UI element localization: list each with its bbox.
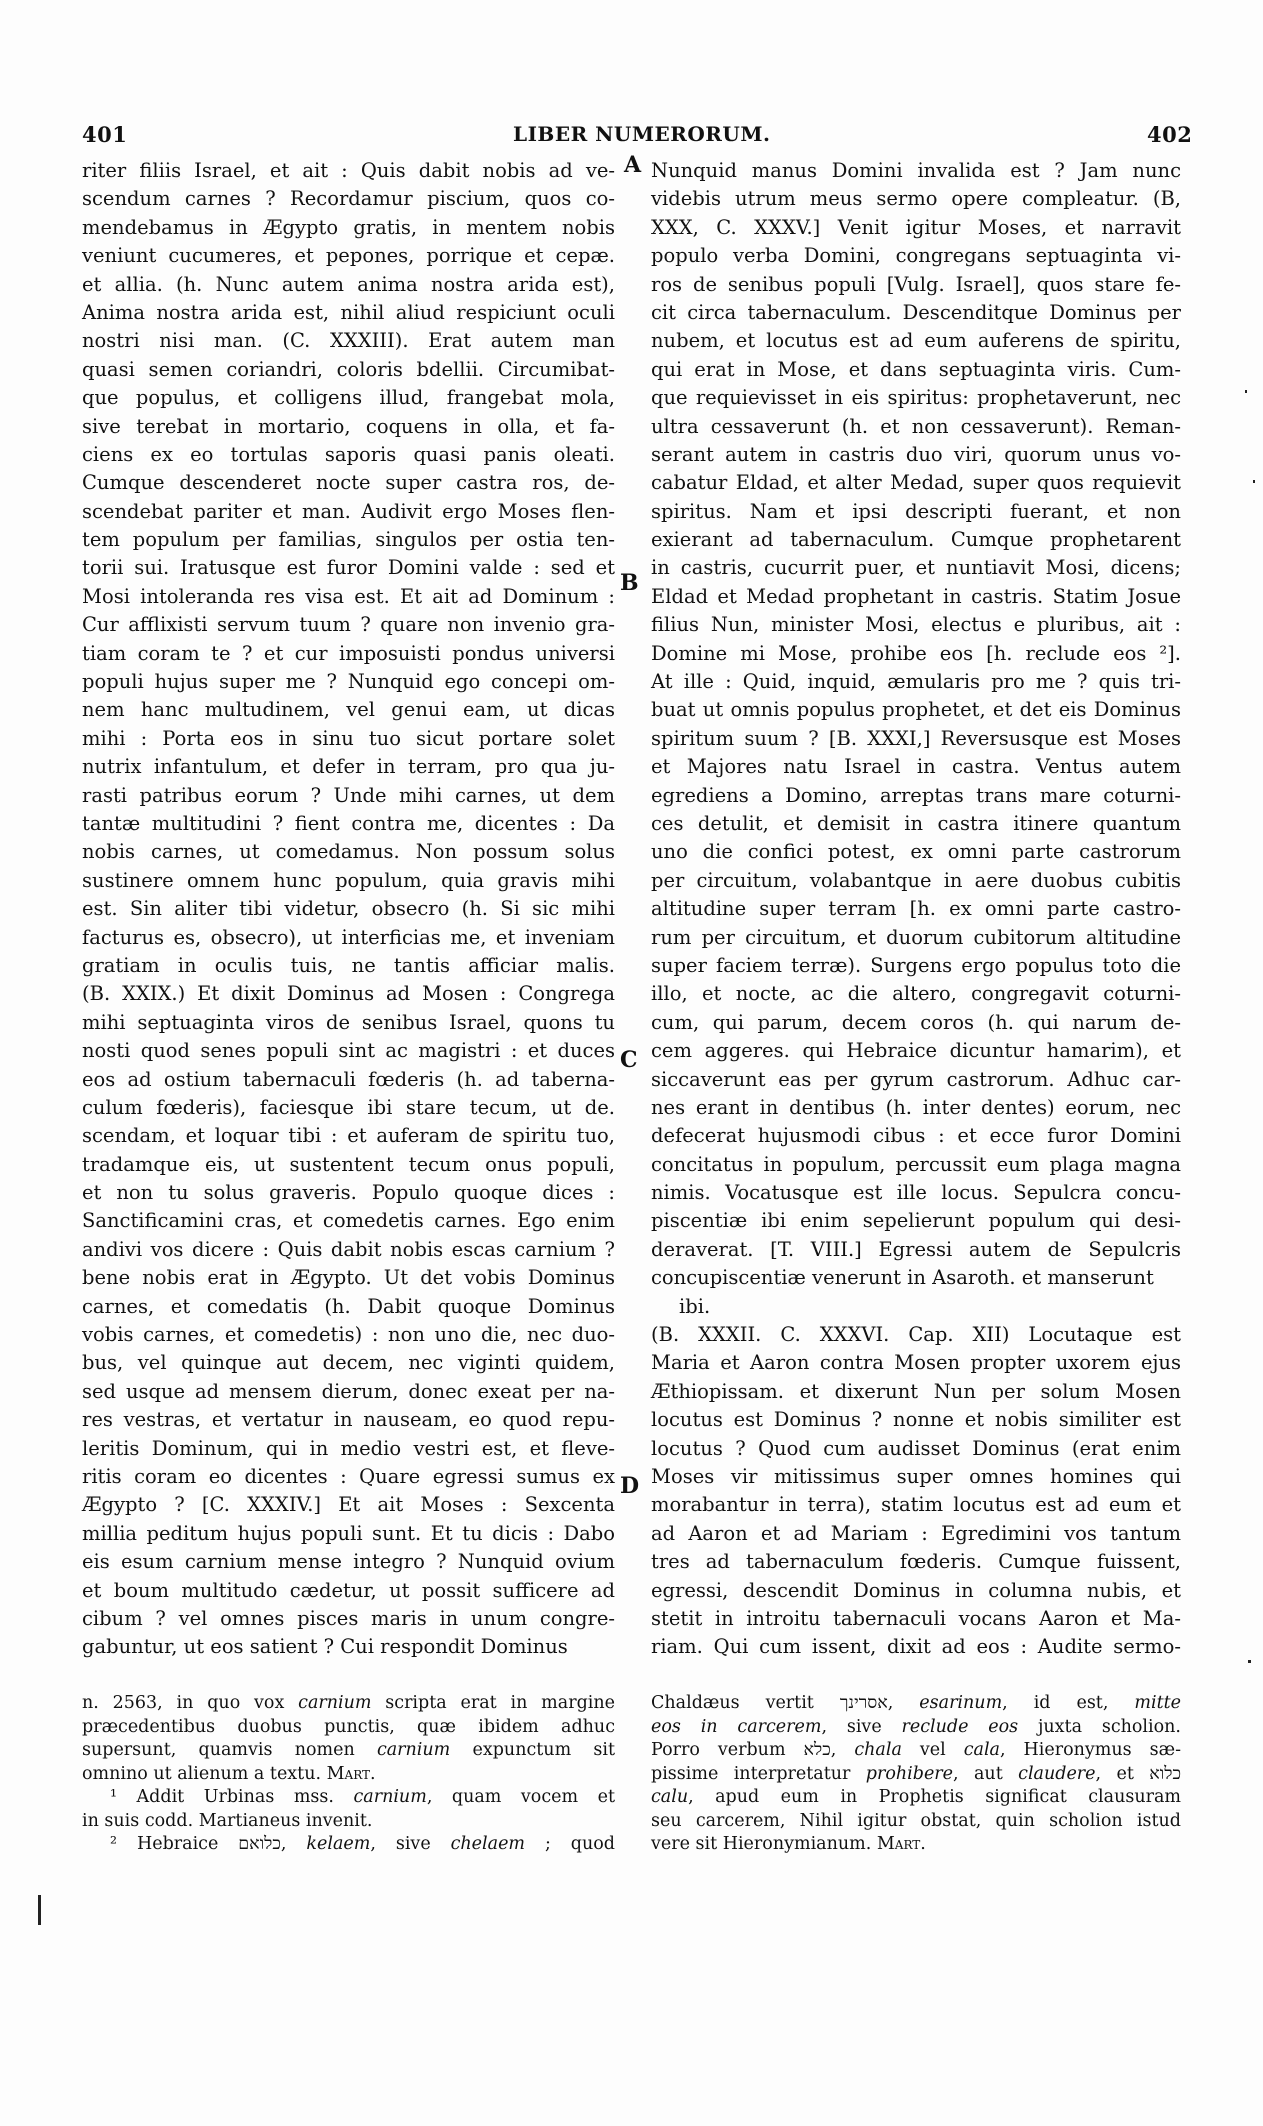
text-line: Nunquid manus Domini invalida est ? Jam nunc: [651, 159, 1181, 182]
footnote-line: ² Hebraice כלואם, kelaem, sive chelaem ; quod: [110, 1834, 616, 1854]
text-line: que requievisset in eis spiritus: prophetaverunt, nec: [651, 386, 1181, 410]
text-line: morabantur in terra), statim locutus est ad eum et: [651, 1493, 1181, 1517]
text-line: scendam, et loquar tibi : et auferam de spiritu tuo,: [82, 1124, 615, 1148]
text-line: populo verba Domini, congregans septuaginta vi-: [651, 244, 1181, 268]
text-line: leritis Dominum, qui in medio vestri est, et fleve-: [82, 1436, 615, 1460]
text-line: torii sui. Iratusque est furor Domini valde : sed et: [82, 556, 615, 580]
right-column-text: [651, 157, 1181, 1662]
scan-speck: [1245, 390, 1247, 393]
text-line: buat ut omnis populus prophetet, et det eis Dominus: [651, 698, 1181, 722]
text-line: cit circa tabernaculum. Descenditque Dominus per: [651, 300, 1181, 324]
text-line: per circuitum, volabantque in aere duobus cubitis: [651, 868, 1181, 892]
text-line: et allia. (h. Nunc autem anima nostra arida est),: [82, 272, 615, 296]
text-line: et Majores natu Israel in castra. Ventus autem: [651, 755, 1181, 779]
margin-letter-d: D: [620, 1473, 640, 1499]
text-line: nes erant in dentibus (h. inter dentes) eorum, nec: [651, 1095, 1181, 1119]
text-line: cibum ? vel omnes pisces maris in unum congre-: [82, 1606, 615, 1630]
text-line: et non tu solus graveris. Populo quoque dices :: [82, 1181, 615, 1205]
text-line: (B. XXXII. C. XXXVI. Cap. XII) Locutaque est: [651, 1323, 1181, 1347]
text-line: tantæ multitudini ? fient contra me, dicentes : Da: [82, 811, 615, 835]
text-line: quasi semen coriandri, coloris bdellii. Circumibat-: [82, 357, 615, 381]
text-line: ibi.: [679, 1294, 711, 1318]
text-line: ros de senibus populi [Vulg. Israel], quos stare fe-: [651, 272, 1181, 296]
text-line: cem aggeres. qui Hebraice dicuntur hamarim), et: [651, 1039, 1181, 1063]
text-line: est. Sin aliter tibi videtur, obsecro (h. Si sic mihi: [82, 897, 615, 921]
text-line: scendum carnes ? Recordamur piscium, quos co-: [82, 187, 615, 211]
text-line: gratiam in oculis tuis, ne tantis afficiar malis.: [82, 953, 615, 977]
text-line: exierant ad tabernaculum. Cumque prophetarent: [651, 528, 1181, 552]
text-line: mihi : Porta eos in sinu tuo sicut portare solet: [82, 726, 615, 750]
text-line: Domine mi Mose, prohibe eos [h. reclude eos ²].: [651, 641, 1181, 665]
text-line: culum fœderis), faciesque ibi stare tecum, ut de.: [82, 1095, 615, 1119]
scan-speck: [1253, 480, 1255, 483]
margin-letter-a: A: [624, 152, 642, 178]
text-line: ces detulit, et demisit in castra itinere quantum: [651, 811, 1181, 835]
text-line: Cumque descenderet nocte super castra ros, de-: [82, 471, 615, 495]
margin-letter-c: C: [620, 1047, 638, 1073]
text-line: illo, et nocte, ac die altero, congregavit coturni-: [651, 982, 1181, 1006]
footnote-line: n. 2563, in quo vox carnium scripta erat in margine: [82, 1693, 615, 1713]
text-line: tem populum per familias, singulos per ostia ten-: [82, 528, 615, 552]
text-line: egrediens a Domino, arreptas trans mare coturni-: [651, 783, 1181, 807]
text-line: Ægypto ? [C. XXXIV.] Et ait Moses : Sexcenta: [82, 1493, 615, 1517]
margin-letter-b: B: [620, 570, 639, 596]
text-line: super faciem terræ). Surgens ergo populus toto die: [651, 953, 1181, 977]
text-line: ultra cessaverunt (h. et non cessaverunt). Reman-: [651, 414, 1181, 438]
text-line: mihi septuaginta viros de senibus Israel, quons tu: [82, 1010, 615, 1034]
text-line: nostri nisi man. (C. XXXIII). Erat autem man: [82, 329, 615, 353]
footnote-line: præcedentibus duobus punctis, quæ ibidem adhuc: [82, 1716, 615, 1737]
text-line: spiritus. Nam et ipsi descripti fuerant, et non: [651, 499, 1181, 523]
footnote-line: vere sit Hieronymianum. Mart.: [651, 1834, 926, 1854]
text-line: Mosi intoleranda res visa est. Et ait ad Dominum :: [82, 584, 615, 608]
text-line: rasti patribus eorum ? Unde mihi carnes, ut dem: [82, 783, 615, 807]
text-line: riam. Qui cum issent, dixit ad eos : Audite sermo-: [651, 1635, 1181, 1659]
text-line: eos ad ostium tabernaculi fœderis (h. ad taberna-: [82, 1067, 615, 1091]
footnote-line: ¹ Addit Urbinas mss. carnium, quam vocem et: [110, 1787, 615, 1807]
footnote-line: omnino ut alienum a textu. Mart.: [82, 1763, 376, 1784]
text-line: Eldad et Medad prophetant in castris. Statim Josue: [651, 584, 1181, 608]
text-line: spiritum suum ? [B. XXXI,] Reversusque est Moses: [651, 726, 1181, 750]
text-line: videbis utrum meus sermo opere compleatur. (B,: [651, 187, 1181, 211]
text-line: tiam coram te ? et cur imposuisti pondus universi: [82, 641, 615, 665]
text-line: locutus est Dominus ? nonne et nobis similiter est: [651, 1408, 1181, 1432]
text-line: in castris, cucurrit puer, et nuntiavit Mosi, dicens;: [651, 556, 1181, 580]
text-line: ad Aaron et ad Mariam : Egredimini vos tantum: [651, 1521, 1181, 1545]
text-line: sustinere omnem hunc populum, quia gravis mihi: [82, 868, 615, 892]
text-line: Sanctificamini cras, et comedetis carnes. Ego enim: [82, 1209, 615, 1233]
text-line: At ille : Quid, inquid, æmularis pro me ? quis tri-: [651, 670, 1181, 694]
scan-speck: [1248, 1660, 1251, 1663]
text-line: Æthiopissam. et dixerunt Nun per solum Mosen: [651, 1379, 1181, 1403]
text-line: res vestras, et vertatur in nauseam, eo quod repu-: [82, 1408, 615, 1432]
text-line: Moses vir mitissimus super omnes homines qui: [651, 1464, 1181, 1488]
text-line: locutus ? Quod cum audisset Dominus (erat enim: [651, 1436, 1181, 1460]
text-line: Anima nostra arida est, nihil aliud respiciunt oculi: [82, 300, 615, 324]
text-line: uno die confici potest, ex omni parte castrorum: [651, 840, 1181, 864]
text-line: facturus es, obsecro), ut interficias me, et inveniam: [82, 925, 615, 949]
text-line: tres ad tabernaculum fœderis. Cumque fuissent,: [651, 1550, 1181, 1574]
text-line: XXX, C. XXXV.] Venit igitur Moses, et narravit: [651, 215, 1181, 239]
text-line: eis esum carnium mense integro ? Nunquid ovium: [82, 1550, 615, 1574]
text-line: egressi, descendit Dominus in columna nubis, et: [651, 1578, 1181, 1602]
text-line: stetit in introitu tabernaculi vocans Aaron et Ma-: [651, 1606, 1181, 1630]
text-line: Cur afflixisti servum tuum ? quare non invenio gra-: [82, 613, 615, 637]
text-line: bene nobis erat in Ægypto. Ut det vobis Dominus: [82, 1266, 615, 1290]
footnotes-left: [82, 1692, 615, 1857]
footnote-line: Chaldæus vertit אסרינך, esarinum, id est, mitte: [651, 1693, 1181, 1713]
footnote-line: supersunt, quamvis nomen carnium expunctum sit: [82, 1740, 615, 1760]
text-line: millia peditum hujus populi sunt. Et tu dicis : Dabo: [82, 1521, 615, 1545]
footnote-line: Porro verbum כלא, chala vel cala, Hieronymus sæ-: [651, 1740, 1181, 1760]
text-line: serant autem in castris duo viri, quorum unus vo-: [651, 442, 1181, 466]
text-line: ritis coram eo dicentes : Quare egressi sumus ex: [82, 1464, 615, 1488]
text-line: andivi vos dicere : Quis dabit nobis escas carnium ?: [82, 1237, 615, 1261]
text-line: cabatur Eldad, et alter Medad, super quos requievit: [651, 471, 1181, 495]
text-line: altitudine super terram [h. ex omni parte castro-: [651, 897, 1181, 921]
text-line: (B. XXIX.) Et dixit Dominus ad Mosen : Congrega: [82, 982, 615, 1006]
page-number-left: 401: [82, 122, 128, 147]
text-line: nimis. Vocatusque est ille locus. Sepulcra concu-: [651, 1181, 1181, 1205]
text-line: que populus, et colligens illud, frangebat mola,: [82, 386, 615, 410]
text-line: carnes, et comedatis (h. Dabit quoque Dominus: [82, 1294, 615, 1318]
text-line: ciens ex eo tortulas saporis quasi panis oleati.: [82, 442, 615, 466]
text-line: defecerat hujusmodi cibus : et ecce furor Domini: [651, 1124, 1181, 1148]
text-line: gabuntur, ut eos satient ? Cui respondit Dominus: [82, 1635, 568, 1659]
text-line: concitatus in populum, percussit eum plaga magna: [651, 1152, 1181, 1176]
text-line: piscentiæ ibi enim sepelierunt populum qui desi-: [651, 1209, 1181, 1233]
running-title: LIBER NUMERORUM.: [513, 122, 771, 146]
left-column-text: [82, 157, 615, 1662]
footnote-line: calu, apud eum in Prophetis significat clausuram: [651, 1787, 1181, 1807]
text-line: populi hujus super me ? Nunquid ego concepi om-: [82, 670, 615, 694]
footnote-line: eos in carcerem, sive reclude eos juxta scholion.: [651, 1716, 1181, 1737]
text-line: nosti quod senes populi sint ac magistri : et duces: [82, 1039, 615, 1063]
text-line: vobis carnes, et comedetis) : non uno die, nec duo-: [82, 1323, 615, 1347]
text-line: sive terebat in mortario, coquens in olla, et fa-: [82, 414, 615, 438]
scan-artifact: [38, 1895, 41, 1925]
text-line: cum, qui parum, decem coros (h. qui narum de-: [651, 1010, 1181, 1034]
text-line: scendebat pariter et man. Audivit ergo Moses flen-: [82, 499, 615, 523]
text-line: rum per circuitum, et duorum cubitorum altitudine: [651, 925, 1181, 949]
text-line: siccaverunt eas per gyrum castrorum. Adhuc car-: [651, 1067, 1181, 1091]
text-line: tradamque eis, ut sustentent tecum onus populi,: [82, 1152, 615, 1176]
text-line: nubem, et locutus est ad eum auferens de spiritu,: [651, 329, 1181, 353]
footnotes-right: [651, 1692, 1181, 1857]
text-line: deraverat. [T. VIII.] Egressi autem de Sepulcris: [651, 1237, 1181, 1261]
footnote-line: pissime interpretatur prohibere, aut claudere, et כלוא: [651, 1763, 1181, 1784]
text-line: veniunt cucumeres, et pepones, porrique et cepæ.: [82, 244, 615, 268]
text-line: sed usque ad mensem dierum, donec exeat per na-: [82, 1379, 615, 1403]
text-line: nutrix infantulum, et defer in terram, pro qua ju-: [82, 755, 615, 779]
text-line: et boum multitudo cædetur, ut possit sufficere ad: [82, 1578, 615, 1602]
footnote-line: in suis codd. Martianeus invenit.: [82, 1810, 373, 1831]
text-line: Maria et Aaron contra Mosen propter uxorem ejus: [651, 1351, 1181, 1375]
text-line: bus, vel quinque aut decem, nec viginti quidem,: [82, 1351, 615, 1375]
text-line: qui erat in Mose, et dans septuaginta viris. Cum-: [651, 357, 1181, 381]
text-line: concupiscentiæ venerunt in Asaroth. et manserunt: [651, 1266, 1154, 1290]
page-number-right: 402: [1147, 122, 1193, 147]
text-line: nobis carnes, ut comedamus. Non possum solus: [82, 840, 615, 864]
text-line: nem hanc multudinem, vel genui eam, ut dicas: [82, 698, 615, 722]
text-line: filius Nun, minister Mosi, electus e pluribus, ait :: [651, 613, 1181, 637]
footnote-line: seu carcerem, Nihil igitur obstat, quin scholion istud: [651, 1810, 1181, 1831]
text-line: riter filiis Israel, et ait : Quis dabit nobis ad ve-: [82, 159, 615, 182]
text-line: mendebamus in Ægypto gratis, in mentem nobis: [82, 215, 615, 239]
